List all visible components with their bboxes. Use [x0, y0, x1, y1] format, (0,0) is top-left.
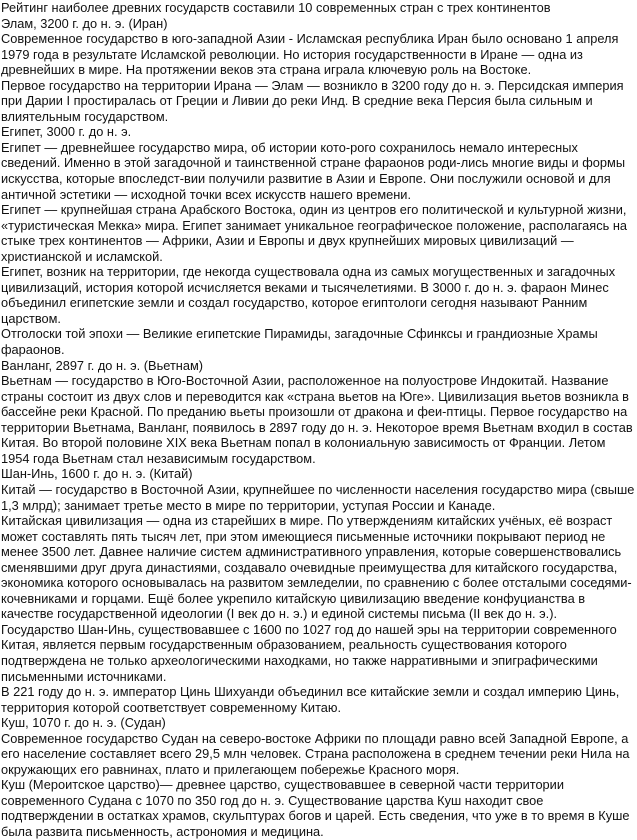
paragraph: Современное государство в юго-западной Азии - Исламская республика Иран было основано 1 апреля 1979 года в результате Исламской революции. Но история государственности в Иране — одна из древнейших в мире. На протяжении веков эта страна играла ключевую роль на Востоке.	[1, 31, 619, 78]
section-heading-kush: Куш, 1070 г. до н. э. (Судан)	[1, 715, 166, 731]
section-heading-vanlang: Ванланг, 2897 г. до н. э. (Вьетнам)	[1, 357, 204, 373]
paragraph: В 221 году до н. э. император Цинь Шихуанди объединил все китайские земли и создал империю Цинь, территория которой соответствует современному Китаю.	[1, 684, 620, 715]
section-heading-egypt: Египет, 3000 г. до н. э.	[1, 124, 132, 140]
paragraph: Государство Шан-Инь, существовавшее с 1600 по 1027 год до нашей эры на территории современного Китая, является первым государственным образованием, реальность существования которого подтверждена не только археологическими находками, но также нарративными и эпиграфическими письменными источниками.	[1, 621, 617, 684]
section-heading-shang-yin: Шан-Инь, 1600 г. до н. э. (Китай)	[1, 466, 193, 482]
paragraph: Египет, возник на территории, где некогда существовала одна из самых могущественных и загадочных цивилизаций, история которой исчисляется веками и тысячелетиями. В 3000 г. до н. э. фараон Минес объединил египетские земли и создал государство, которое египтологи сегодня называют Ранним царством.	[1, 264, 616, 326]
paragraph: Китайская цивилизация — одна из старейших в мире. По утверждениям китайских учёных, её возраст может составлять пять тысяч лет, при этом имеющиеся письменные источники покрывают период не менее 3500 лет. Давнее наличие систем административного управления, которые совершенствовались сменявшими друг друга династиями, создавало очевидные преимущества для китайского государства, экономика которого основывалась на развитом земледелии, по сравнению с более отсталыми соседями-кочевниками и горцами. Ещё более укрепило китайскую цивилизацию введение конфуцианства в качестве государственной идеологии (I век до н. э.) и единой системы письма (II век до н. э.).	[1, 513, 632, 622]
paragraph: Первое государство на территории Ирана — Элам — возникло в 3200 году до н. э. Персидская империя при Дарии I простиралась от Греции и Ливии до реки Инд. В средние века Персия была сильным и влиятельным государством.	[1, 77, 624, 124]
paragraph: Египет — древнейшее государство мира, об истории кото-рого сохранилось немало интересных сведений. Именно в этой загадочной и таинственной стране фараонов роди-лись многие виды и формы искусства, которые впоследст-вии получили развитие в Азии и Европе. Они послужили основой и для античной эстетики — исходной точки всех искусств нашего времени.	[1, 139, 626, 202]
paragraph: Куш (Мероитское царство)— древнее царство, существовавшее в северной части территории современного Судана с 1070 по 350 год до н. э. Существование царства Куш находит свое подтверждении в остатках храмов, скульптурах богов и царей. Есть сведения, что уже в то время в Куше была развита письменность, астрономия и медицина.	[1, 777, 630, 839]
paragraph: Египет — крупнейшая страна Арабского Востока, один из центров его политической и культурной жизни, «туристическая Мекка» мира. Египет занимает уникальное географическое положение, располагаясь на стыке трех континентов — Африки, Азии и Европы и двух крупнейших мировых цивилизаций — христианской и исламской.	[1, 202, 628, 264]
paragraph: Современное государство Судан на северо-востоке Африки по площади равно всей Западной Европе, а его население составляет всего 29,5 млн человек. Страна расположена в среднем течении реки Нила на окружающих его равнинах, плато и прилегающем побережье Красного моря.	[1, 730, 630, 777]
section-heading-elam: Элам, 3200 г. до н. э. (Иран)	[1, 15, 168, 31]
paragraph: Китай — государство в Восточной Азии, крупнейшее по численности населения государство мира (свыше 1,3 млрд); занимает третье место в мире по территории, уступая России и Канаде.	[1, 481, 635, 513]
paragraph: Отголоски той эпохи — Великие египетские Пирамиды, загадочные Сфинксы и грандиозные Храмы фараонов.	[1, 326, 598, 358]
paragraph: Вьетнам — государство в Юго-Восточной Азии, расположенное на полуострове Индокитай. Название страны состоит из двух слов и переводится как «страна вьетов на Юге». Цивилизация вьетов возникла в бассейне реки Красной. По преданию вьеты произошли от дракона и феи-птицы. Первое государство на территории Вьетнама, Ванланг, появилось в 2897 году до н. э. Некоторое время Вьетнам входил в состав Китая. Во второй половине XIX века Вьетнам попал в колониальную зависимость от Франции. Летом 1954 года Вьетнам стал независимым государством.	[1, 373, 633, 466]
document-headline: Рейтинг наиболее древних государств составили 10 современных стран с трех континентов	[1, 0, 551, 15]
